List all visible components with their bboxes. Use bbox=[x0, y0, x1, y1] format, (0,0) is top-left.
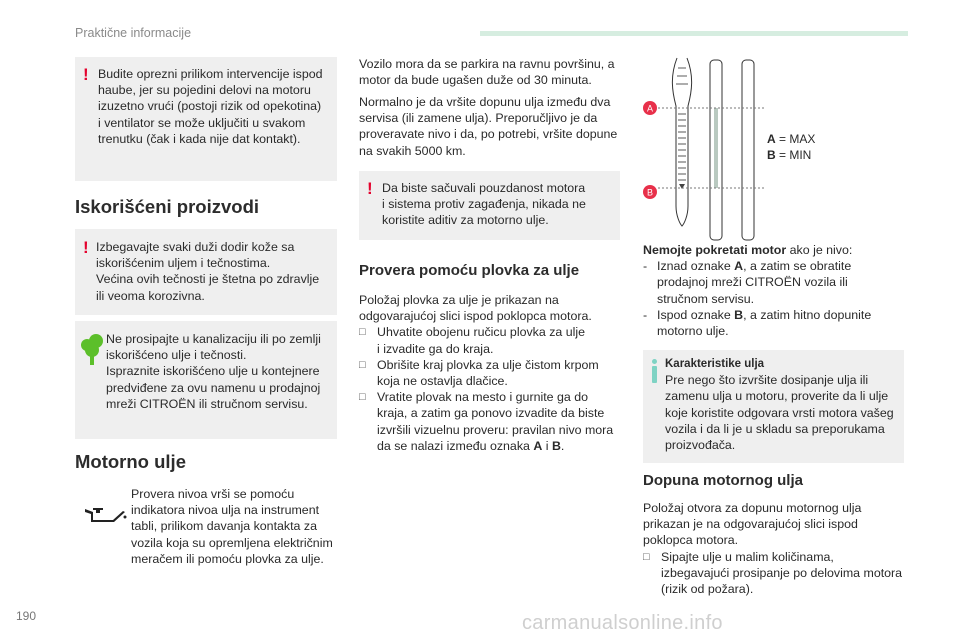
warning-box-hot-engine bbox=[75, 57, 337, 181]
text-line: odgovarajućoj slici ispod poklopca motora. bbox=[359, 309, 592, 324]
warning-exclamation-icon: ! bbox=[83, 65, 89, 84]
warning-box-additive bbox=[359, 171, 620, 240]
text-line: Provera nivoa vrši se pomoću bbox=[131, 487, 295, 501]
text-line: vozila i da li je u skladu sa preporukama bbox=[665, 421, 885, 436]
bullet-square-icon: □ bbox=[643, 550, 650, 563]
text-line: ili veoma korozivna. bbox=[96, 288, 205, 303]
warning-exclamation-icon: ! bbox=[367, 179, 373, 198]
text-line: proveravate nivo i da, po potrebi, vršite dopune bbox=[359, 127, 618, 142]
text-line: Iznad oznake A, a zatim se obratite bbox=[657, 259, 852, 274]
text-line: kraja, a zatim ga ponovo izvadite da biste bbox=[377, 406, 605, 421]
text-line: indikatora nivoa ulja na instrument bbox=[131, 503, 320, 518]
text-line: trenutku (čak i kada nije dat kontakt). bbox=[98, 131, 301, 146]
text-line: i izvadite ga do kraja. bbox=[377, 341, 494, 356]
text-line: izbegavajući prosipanje po delovima motora bbox=[661, 565, 903, 580]
watermark: carmanualsonline.info bbox=[522, 612, 723, 634]
text-line: Vozilo mora da se parkira na ravnu površinu, a bbox=[359, 57, 615, 71]
text-line: Izbegavajte svaki duži dodir kože sa bbox=[96, 240, 295, 254]
text-line: proizvođača. bbox=[665, 438, 736, 453]
info-icon bbox=[652, 366, 657, 383]
text-line: mreži CITROËN ili stručnom servisu. bbox=[106, 396, 308, 411]
dipstick-diagram bbox=[640, 56, 780, 246]
text-line: haube, jer su pojedini delovi na motoru bbox=[98, 83, 311, 98]
marker-b bbox=[643, 185, 657, 199]
svg-text:A: A bbox=[646, 103, 654, 114]
section-title-topup: Dopuna motornog ulja bbox=[643, 472, 803, 489]
text-line: i sistema protiv zagađenja, nikada ne bbox=[382, 197, 586, 212]
text-line: servisa (ili zamene ulja). Preporučljivo je da bbox=[359, 111, 598, 126]
list-item: - Iznad oznake A, a zatim se obratite prodajnoj mreži CITROËN vozila ili stručnom servisu. bbox=[643, 259, 852, 306]
text-line: motorno ulje. bbox=[657, 324, 729, 339]
info-title: Karakteristike ulja bbox=[665, 358, 765, 370]
legend-min: B = MIN bbox=[767, 148, 812, 163]
eco-box-disposal bbox=[75, 321, 337, 439]
text-line: Položaj plovka za ulje je prikazan na bbox=[359, 293, 559, 307]
text-line: izuzetno vrući (postoji rizik od opekotina) bbox=[98, 99, 322, 114]
text-line: stručnom servisu. bbox=[657, 291, 755, 306]
bullet-square-icon: □ bbox=[359, 326, 366, 339]
text-line: zamenu ulja u motoru, proverite da li ulje bbox=[665, 389, 889, 404]
info-box-oil-specs bbox=[643, 350, 904, 463]
text-line: vozila koja su opremljena električnim bbox=[131, 535, 333, 550]
text-line: predviđene za ovu namenu u prodajnoj bbox=[106, 380, 321, 395]
text-line: Vratite plovak na mesto i gurnite ga do bbox=[377, 390, 588, 405]
text-line: koje koristite odgovara vrsti motora vašeg bbox=[665, 405, 894, 420]
text-line: tabli, prilikom davanja kontakta za bbox=[131, 519, 317, 534]
text-line: Uhvatite obojenu ručicu plovka za ulje bbox=[377, 325, 586, 340]
header-accent-bar bbox=[480, 31, 908, 36]
text-line: Ispraznite iskorišćeno ulje u kontejnere bbox=[106, 364, 320, 379]
eco-tree-icon bbox=[81, 331, 103, 367]
text-line: koristite aditiv za motorno ulje. bbox=[382, 213, 549, 228]
text-line: Obrišite kraj plovka za ulje čistom krpom bbox=[377, 357, 599, 372]
text-line: meračem ili pomoću plovka za ulje. bbox=[131, 551, 324, 566]
list-item: - Ispod oznake B, a zatim hitno dopunite motorno ulje. bbox=[643, 307, 872, 339]
text-line: iskorišćenim uljem i tečnostima. bbox=[96, 256, 271, 271]
text-line: Normalno je da vršite dopunu ulja između dva bbox=[359, 95, 611, 109]
list-item bbox=[643, 549, 908, 598]
text-line: koja ne ostavlja dlačice. bbox=[377, 374, 508, 389]
page-header-title: Praktične informacije bbox=[75, 26, 192, 40]
text-line: Većina ovih tečnosti je štetna po zdravlje bbox=[96, 272, 320, 287]
text-line: Sipajte ulje u malim količinama, bbox=[661, 549, 834, 564]
legend-max: A = MAX bbox=[767, 132, 816, 146]
text-line: i ventilator se može uključiti u svakom bbox=[98, 115, 306, 130]
text-line: Položaj otvora za dopunu motornog ulja bbox=[643, 501, 862, 515]
marker-a bbox=[643, 101, 657, 115]
text-line: (rizik od požara). bbox=[661, 582, 754, 597]
text-line: motor da bude ugašen duže od 30 minuta. bbox=[359, 73, 592, 88]
text-line: prodajnoj mreži CITROËN vozila ili bbox=[657, 275, 848, 290]
text-line: Budite oprezni prilikom intervencije ispod bbox=[98, 67, 323, 81]
page-number: 190 bbox=[16, 609, 37, 623]
bullet-square-icon: □ bbox=[359, 391, 366, 404]
text-line: Ispod oznake B, a zatim hitno dopunite bbox=[657, 307, 872, 322]
text-line: prikazan je na odgovarajućoj slici ispod bbox=[643, 517, 858, 532]
section-title-used-products: Iskorišćeni proizvodi bbox=[75, 196, 260, 217]
list-item bbox=[359, 324, 624, 356]
text-line: iskorišćeno ulje i tečnosti. bbox=[106, 348, 247, 363]
svg-text:B: B bbox=[646, 187, 654, 198]
oil-can-icon bbox=[83, 503, 127, 527]
section-title-engine-oil: Motorno ulje bbox=[75, 451, 186, 472]
text-line: da se nalazi između oznaka A i B. bbox=[377, 438, 565, 453]
text-line: na svakih 5000 km. bbox=[359, 143, 466, 158]
text-line: poklopca motora. bbox=[643, 533, 739, 548]
list-item bbox=[359, 357, 624, 389]
text-line: Da biste sačuvali pouzdanost motora bbox=[382, 181, 586, 195]
warning-exclamation-icon: ! bbox=[83, 238, 89, 257]
warning-box-skin-contact bbox=[75, 229, 337, 315]
section-title-dipstick: Provera pomoću plovka za ulje bbox=[359, 262, 580, 279]
text-line: Nemojte pokretati motor ako je nivo: bbox=[643, 243, 853, 257]
text-line: Ne prosipajte u kanalizaciju ili po zemlji bbox=[106, 332, 321, 346]
text-line: izvršili vizuelnu proveru: pravilan nivo mora bbox=[377, 422, 614, 437]
text-line: Pre nego što izvršite dosipanje ulja ili bbox=[665, 373, 869, 388]
list-item bbox=[359, 389, 624, 454]
bullet-square-icon: □ bbox=[359, 358, 366, 371]
